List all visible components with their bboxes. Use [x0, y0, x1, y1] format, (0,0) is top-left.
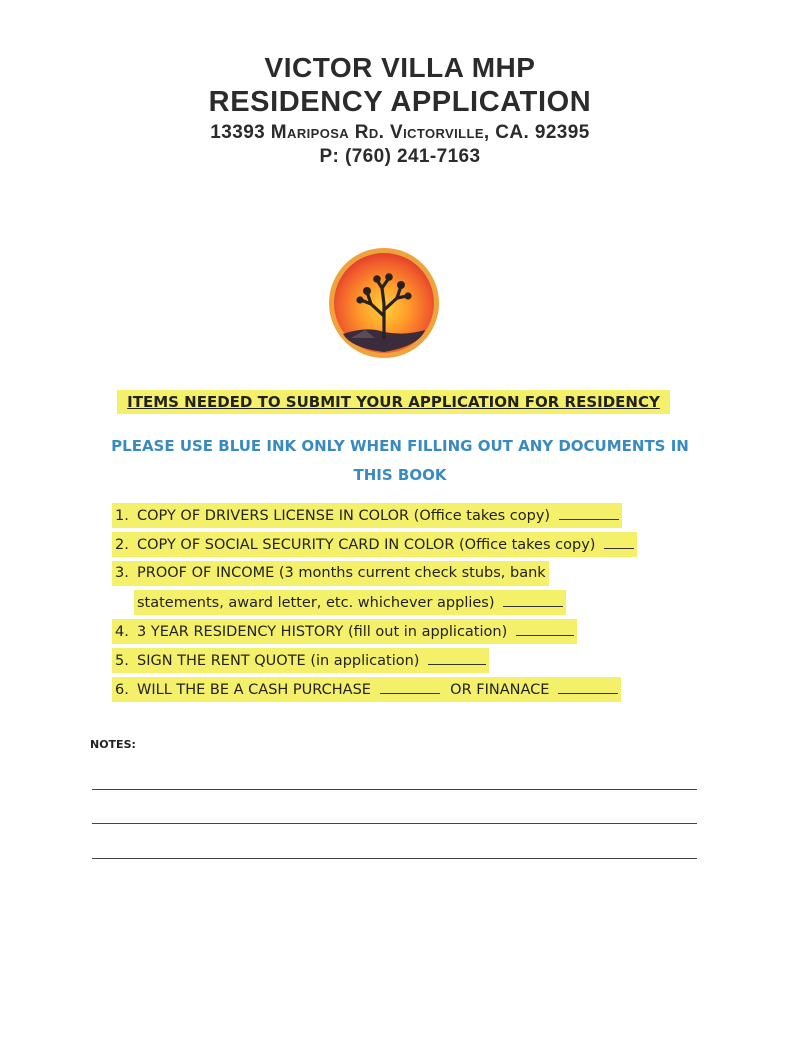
phone-number: P: (760) 241-7163: [319, 146, 481, 167]
notes-line-1[interactable]: [92, 789, 697, 790]
list-item-number: 5.: [115, 653, 129, 669]
finance-blank[interactable]: [558, 677, 618, 694]
list-item: [112, 532, 712, 561]
checkoff-blank[interactable]: [559, 503, 619, 520]
blue-ink-notice-line-1: PLEASE USE BLUE INK ONLY WHEN FILLING OUT ANY DOCUMENTS IN: [111, 437, 689, 455]
list-item: [112, 619, 712, 648]
notes-label: NOTES:: [90, 738, 136, 751]
list-item-text: PROOF OF INCOME (3 months current check stubs, bank: [137, 565, 546, 581]
park-name: VICTOR VILLA MHP: [264, 52, 536, 83]
list-item-number: 2.: [115, 537, 129, 553]
list-item-number: 6.: [115, 682, 129, 698]
blue-ink-notice-line-2: THIS BOOK: [353, 466, 447, 484]
list-item-continuation: [112, 590, 712, 619]
checkoff-blank[interactable]: [503, 590, 563, 607]
list-item-text: COPY OF DRIVERS LICENSE IN COLOR (Office takes copy): [137, 508, 551, 524]
notes-line-2[interactable]: [92, 823, 697, 824]
checkoff-blank[interactable]: [516, 619, 574, 636]
joshua-tree-logo-icon: [327, 246, 441, 360]
list-item-number: 3.: [115, 565, 129, 581]
list-item-number: 1.: [115, 508, 129, 524]
checkoff-blank[interactable]: [428, 648, 486, 665]
items-needed-heading: ITEMS NEEDED TO SUBMIT YOUR APPLICATION FOR RESIDENCY: [117, 390, 670, 414]
list-item-text-2: OR FINANACE: [450, 682, 550, 698]
list-item-text: COPY OF SOCIAL SECURITY CARD IN COLOR (Office takes copy): [137, 537, 596, 553]
notes-line-3[interactable]: [92, 858, 697, 859]
page-title: RESIDENCY APPLICATION: [208, 86, 592, 118]
list-item: [112, 648, 712, 677]
blue-ink-notice: [90, 432, 710, 490]
checkoff-blank[interactable]: [604, 532, 634, 549]
list-item-text: statements, award letter, etc. whichever applies): [137, 595, 495, 611]
cash-purchase-blank[interactable]: [380, 677, 440, 694]
list-item-number: 4.: [115, 624, 129, 640]
list-item: [112, 677, 712, 706]
list-item: [112, 503, 712, 532]
address: 13393 Mariposa Rd. Victorville, CA. 92395: [210, 122, 590, 143]
list-item-text: WILL THE BE A CASH PURCHASE: [137, 682, 371, 698]
list-item-text: SIGN THE RENT QUOTE (in application): [137, 653, 420, 669]
checklist: [112, 503, 712, 706]
list-item: [112, 561, 712, 590]
list-item-text: 3 YEAR RESIDENCY HISTORY (fill out in application): [137, 624, 508, 640]
